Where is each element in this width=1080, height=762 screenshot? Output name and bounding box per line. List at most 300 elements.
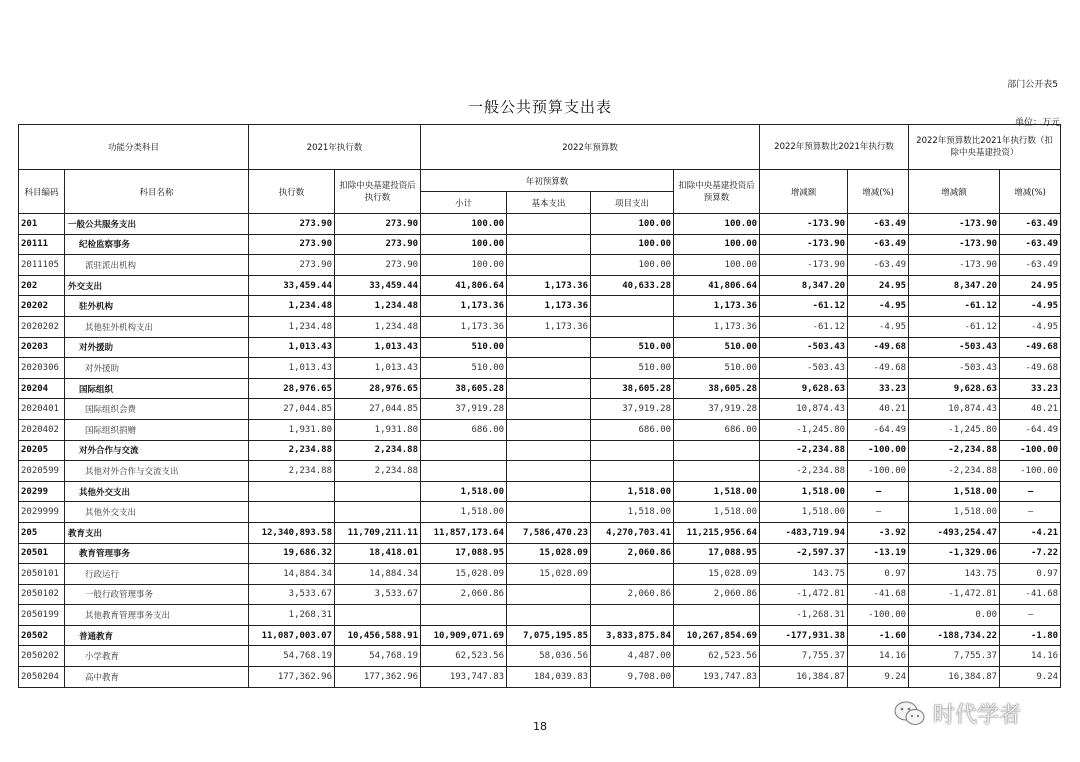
cell-change-pct-excl: -7.22 xyxy=(1000,543,1061,564)
cell-project: 100.00 xyxy=(591,255,674,276)
table-row xyxy=(19,461,1061,482)
cell-change-amt: -2,234.88 xyxy=(760,461,848,482)
table-row xyxy=(19,605,1061,626)
cell-change-pct: -49.68 xyxy=(848,358,909,379)
cell-budget-excl: 38,605.28 xyxy=(674,378,760,399)
cell-change-pct-excl: -64.49 xyxy=(1000,419,1061,440)
cell-project: 686.00 xyxy=(591,419,674,440)
table-row xyxy=(19,502,1061,523)
header-exec-excl: 扣除中央基建投资后执行数 xyxy=(335,170,421,214)
cell-name: 其他外交支出 xyxy=(65,481,249,502)
cell-change-amt: -177,931.38 xyxy=(760,625,848,646)
cell-change-amt-excl: -2,234.88 xyxy=(909,461,1000,482)
cell-budget-excl: 510.00 xyxy=(674,358,760,379)
cell-change-pct-excl: -63.49 xyxy=(1000,255,1061,276)
cell-basic: 1,173.36 xyxy=(507,316,591,337)
cell-subtotal: 11,857,173.64 xyxy=(421,522,507,543)
cell-exec-excl: 1,931.80 xyxy=(335,419,421,440)
cell-name: 对外援助 xyxy=(65,337,249,358)
cell-basic xyxy=(507,419,591,440)
cell-project: 3,833,875.84 xyxy=(591,625,674,646)
cell-change-pct: 33.23 xyxy=(848,378,909,399)
cell-exec: 12,340,893.58 xyxy=(249,522,335,543)
header-code: 科目编码 xyxy=(19,170,65,214)
header-cmp-excl-label: 2022年预算数比2021年执行数（扣除中央基建投资） xyxy=(916,136,1053,158)
cell-change-amt-excl: 9,628.63 xyxy=(909,378,1000,399)
cell-subtotal: 686.00 xyxy=(421,419,507,440)
cell-exec xyxy=(249,502,335,523)
cell-exec-excl xyxy=(335,481,421,502)
cell-budget-excl: 11,215,956.64 xyxy=(674,522,760,543)
cell-code: 205 xyxy=(19,522,65,543)
header-project: 项目支出 xyxy=(591,192,674,214)
cell-exec-excl: 11,709,211.11 xyxy=(335,522,421,543)
cell-exec-excl: 1,234.48 xyxy=(335,296,421,317)
cell-exec-excl: 14,884.34 xyxy=(335,564,421,585)
cell-name: 一般行政管理事务 xyxy=(65,584,249,605)
cell-project xyxy=(591,316,674,337)
header-cmp xyxy=(760,125,909,170)
cell-code: 20501 xyxy=(19,543,65,564)
table-row xyxy=(19,564,1061,585)
table-row xyxy=(19,296,1061,317)
cell-subtotal xyxy=(421,605,507,626)
cell-subtotal: 1,518.00 xyxy=(421,502,507,523)
cell-subtotal: 100.00 xyxy=(421,234,507,255)
cell-code: 2020306 xyxy=(19,358,65,379)
cell-change-amt-excl: -173.90 xyxy=(909,214,1000,235)
cell-project: 2,060.86 xyxy=(591,543,674,564)
cell-subtotal: 37,919.28 xyxy=(421,399,507,420)
table-row xyxy=(19,646,1061,667)
table-row xyxy=(19,399,1061,420)
cell-change-pct-excl: 24.95 xyxy=(1000,275,1061,296)
cell-code: 202 xyxy=(19,275,65,296)
cell-exec: 1,013.43 xyxy=(249,337,335,358)
cell-change-amt: -2,597.37 xyxy=(760,543,848,564)
cell-project: 37,919.28 xyxy=(591,399,674,420)
table-row xyxy=(19,625,1061,646)
header-change-amt: 增减额 xyxy=(760,170,848,214)
cell-budget-excl: 37,919.28 xyxy=(674,399,760,420)
cell-name: 国际组织捐赠 xyxy=(65,419,249,440)
cell-project: 100.00 xyxy=(591,234,674,255)
cell-change-amt: 7,755.37 xyxy=(760,646,848,667)
cell-code: 2029999 xyxy=(19,502,65,523)
cell-basic xyxy=(507,378,591,399)
cell-project: 1,518.00 xyxy=(591,502,674,523)
header-annual-budget: 年初预算数 xyxy=(421,170,674,192)
cell-change-amt: 16,384.87 xyxy=(760,667,848,688)
cell-change-pct: -3.92 xyxy=(848,522,909,543)
cell-name: 国际组织会费 xyxy=(65,399,249,420)
unit-label: 单位：万元 xyxy=(1014,118,1060,128)
cell-project xyxy=(591,605,674,626)
cell-change-pct-excl: -100.00 xyxy=(1000,440,1061,461)
cell-project xyxy=(591,564,674,585)
cell-exec: 273.90 xyxy=(249,234,335,255)
cell-project: 100.00 xyxy=(591,214,674,235)
cell-project: 2,060.86 xyxy=(591,584,674,605)
cell-basic: 1,173.36 xyxy=(507,296,591,317)
cell-code: 20204 xyxy=(19,378,65,399)
table-row xyxy=(19,543,1061,564)
cell-change-amt: -1,268.31 xyxy=(760,605,848,626)
header-exec: 执行数 xyxy=(249,170,335,214)
cell-basic: 7,586,470.23 xyxy=(507,522,591,543)
cell-budget-excl: 1,173.36 xyxy=(674,316,760,337)
table-row xyxy=(19,584,1061,605)
cell-budget-excl: 510.00 xyxy=(674,337,760,358)
cell-basic: 15,028.09 xyxy=(507,543,591,564)
cell-change-amt-excl: 143.75 xyxy=(909,564,1000,585)
cell-subtotal: 510.00 xyxy=(421,337,507,358)
cell-basic: 58,036.56 xyxy=(507,646,591,667)
cell-subtotal xyxy=(421,440,507,461)
cell-exec-excl: 27,044.85 xyxy=(335,399,421,420)
cell-code: 2020401 xyxy=(19,399,65,420)
cell-budget-excl: 15,028.09 xyxy=(674,564,760,585)
cell-change-amt: -61.12 xyxy=(760,296,848,317)
cell-name: 对外援助 xyxy=(65,358,249,379)
cell-name: 其他教育管理事务支出 xyxy=(65,605,249,626)
cell-code: 201 xyxy=(19,214,65,235)
header-cmp-label: 2022年预算数比2021年执行数 xyxy=(774,142,894,152)
cell-basic xyxy=(507,502,591,523)
cell-budget-excl: 1,518.00 xyxy=(674,481,760,502)
cell-change-amt: -1,472.81 xyxy=(760,584,848,605)
cell-subtotal: 1,173.36 xyxy=(421,316,507,337)
cell-change-pct: – xyxy=(848,502,909,523)
cell-change-amt-excl: -493,254.47 xyxy=(909,522,1000,543)
cell-exec: 2,234.88 xyxy=(249,461,335,482)
header-func-class: 功能分类科目 xyxy=(19,125,249,170)
cell-code: 20205 xyxy=(19,440,65,461)
cell-name: 其他外交支出 xyxy=(65,502,249,523)
cell-subtotal xyxy=(421,461,507,482)
cell-budget-excl: 100.00 xyxy=(674,214,760,235)
cell-name: 其他对外合作与交流支出 xyxy=(65,461,249,482)
table-row xyxy=(19,316,1061,337)
cell-exec-excl: 1,013.43 xyxy=(335,337,421,358)
cell-basic xyxy=(507,337,591,358)
cell-basic xyxy=(507,255,591,276)
cell-basic xyxy=(507,461,591,482)
header-basic: 基本支出 xyxy=(507,192,591,214)
cell-change-amt: 1,518.00 xyxy=(760,481,848,502)
cell-change-pct-excl: -63.49 xyxy=(1000,234,1061,255)
cell-basic xyxy=(507,399,591,420)
cell-change-pct-excl: 40.21 xyxy=(1000,399,1061,420)
cell-exec: 54,768.19 xyxy=(249,646,335,667)
cell-change-pct-excl: 14.16 xyxy=(1000,646,1061,667)
cell-subtotal: 17,088.95 xyxy=(421,543,507,564)
cell-subtotal: 2,060.86 xyxy=(421,584,507,605)
cell-exec: 1,234.48 xyxy=(249,296,335,317)
cell-name: 教育支出 xyxy=(65,522,249,543)
cell-budget-excl: 193,747.83 xyxy=(674,667,760,688)
cell-change-pct-excl: 9.24 xyxy=(1000,667,1061,688)
cell-change-pct: -63.49 xyxy=(848,255,909,276)
cell-exec: 2,234.88 xyxy=(249,440,335,461)
cell-exec-excl: 10,456,588.91 xyxy=(335,625,421,646)
cell-change-pct-excl: 33.23 xyxy=(1000,378,1061,399)
header-subtotal: 小计 xyxy=(421,192,507,214)
cell-change-amt-excl: -1,329.06 xyxy=(909,543,1000,564)
table-row xyxy=(19,481,1061,502)
cell-exec: 27,044.85 xyxy=(249,399,335,420)
table-row xyxy=(19,667,1061,688)
cell-change-pct: 0.97 xyxy=(848,564,909,585)
cell-change-amt: -2,234.88 xyxy=(760,440,848,461)
cell-name: 国际组织 xyxy=(65,378,249,399)
cell-change-pct: 14.16 xyxy=(848,646,909,667)
cell-subtotal: 15,028.09 xyxy=(421,564,507,585)
cell-code: 2020599 xyxy=(19,461,65,482)
cell-basic: 1,173.36 xyxy=(507,275,591,296)
cell-change-amt: 10,874.43 xyxy=(760,399,848,420)
cell-exec-excl: 273.90 xyxy=(335,255,421,276)
wechat-icon xyxy=(893,699,927,729)
cell-subtotal: 100.00 xyxy=(421,214,507,235)
cell-subtotal: 38,605.28 xyxy=(421,378,507,399)
cell-change-pct: -100.00 xyxy=(848,461,909,482)
cell-name: 对外合作与交流 xyxy=(65,440,249,461)
cell-change-amt: 9,628.63 xyxy=(760,378,848,399)
cell-exec: 1,013.43 xyxy=(249,358,335,379)
cell-change-amt-excl: -173.90 xyxy=(909,234,1000,255)
cell-change-amt-excl: 16,384.87 xyxy=(909,667,1000,688)
cell-name: 纪检监察事务 xyxy=(65,234,249,255)
cell-exec: 1,234.48 xyxy=(249,316,335,337)
cell-exec-excl: 1,234.48 xyxy=(335,316,421,337)
cell-change-pct: -100.00 xyxy=(848,605,909,626)
cell-project: 510.00 xyxy=(591,358,674,379)
cell-change-pct: -49.68 xyxy=(848,337,909,358)
cell-change-amt-excl: -2,234.88 xyxy=(909,440,1000,461)
header-name: 科目名称 xyxy=(65,170,249,214)
cell-change-amt: -483,719.94 xyxy=(760,522,848,543)
cell-exec: 19,686.32 xyxy=(249,543,335,564)
cell-project: 4,270,703.41 xyxy=(591,522,674,543)
cell-change-amt: 1,518.00 xyxy=(760,502,848,523)
cell-exec-excl: 2,234.88 xyxy=(335,440,421,461)
cell-exec-excl: 273.90 xyxy=(335,234,421,255)
cell-exec-excl: 177,362.96 xyxy=(335,667,421,688)
cell-budget-excl xyxy=(674,440,760,461)
cell-basic: 184,039.83 xyxy=(507,667,591,688)
cell-code: 2050101 xyxy=(19,564,65,585)
cell-budget-excl: 686.00 xyxy=(674,419,760,440)
cell-exec: 1,931.80 xyxy=(249,419,335,440)
cell-budget-excl xyxy=(674,605,760,626)
cell-project: 40,633.28 xyxy=(591,275,674,296)
header-exec-2021: 2021年执行数 xyxy=(249,125,421,170)
watermark xyxy=(893,698,1021,729)
cell-exec: 3,533.67 xyxy=(249,584,335,605)
cell-change-amt: 8,347.20 xyxy=(760,275,848,296)
watermark-text: 时代学者 xyxy=(933,703,1022,728)
cell-change-amt-excl: 1,518.00 xyxy=(909,502,1000,523)
cell-change-amt: -173.90 xyxy=(760,214,848,235)
cell-subtotal: 10,909,071.69 xyxy=(421,625,507,646)
header-change-pct: 增减(%) xyxy=(848,170,909,214)
cell-change-pct-excl: – xyxy=(1000,502,1061,523)
table-row xyxy=(19,255,1061,276)
cell-code: 2050102 xyxy=(19,584,65,605)
cell-change-amt-excl: 1,518.00 xyxy=(909,481,1000,502)
cell-exec: 33,459.44 xyxy=(249,275,335,296)
table-row xyxy=(19,275,1061,296)
cell-change-amt: -173.90 xyxy=(760,234,848,255)
cell-name: 驻外机构 xyxy=(65,296,249,317)
cell-change-amt-excl: -1,472.81 xyxy=(909,584,1000,605)
table-row xyxy=(19,234,1061,255)
cell-subtotal: 1,173.36 xyxy=(421,296,507,317)
cell-code: 20502 xyxy=(19,625,65,646)
cell-exec-excl xyxy=(335,502,421,523)
cell-change-pct-excl: -41.68 xyxy=(1000,584,1061,605)
cell-project xyxy=(591,440,674,461)
header-budget-excl: 扣除中央基建投资后预算数 xyxy=(674,170,760,214)
cell-code: 2050204 xyxy=(19,667,65,688)
cell-project xyxy=(591,461,674,482)
cell-name: 其他驻外机构支出 xyxy=(65,316,249,337)
cell-change-pct-excl: – xyxy=(1000,605,1061,626)
cell-change-amt-excl: -188,734.22 xyxy=(909,625,1000,646)
cell-subtotal: 41,806.64 xyxy=(421,275,507,296)
cell-budget-excl xyxy=(674,461,760,482)
cell-exec xyxy=(249,481,335,502)
cell-code: 2011105 xyxy=(19,255,65,276)
cell-exec: 177,362.96 xyxy=(249,667,335,688)
header-change-pct-excl: 增减(%) xyxy=(1000,170,1061,214)
cell-change-pct: -100.00 xyxy=(848,440,909,461)
cell-basic: 7,075,195.85 xyxy=(507,625,591,646)
cell-change-pct-excl: -4.95 xyxy=(1000,296,1061,317)
cell-change-pct-excl: 0.97 xyxy=(1000,564,1061,585)
cell-basic xyxy=(507,214,591,235)
cell-change-pct-excl: -63.49 xyxy=(1000,214,1061,235)
cell-name: 普通教育 xyxy=(65,625,249,646)
table-row xyxy=(19,522,1061,543)
cell-budget-excl: 1,518.00 xyxy=(674,502,760,523)
header-change-amt-excl: 增减额 xyxy=(909,170,1000,214)
cell-change-amt-excl: -61.12 xyxy=(909,296,1000,317)
cell-change-amt-excl: -1,245.80 xyxy=(909,419,1000,440)
cell-exec: 273.90 xyxy=(249,214,335,235)
cell-basic xyxy=(507,440,591,461)
cell-change-amt-excl: 10,874.43 xyxy=(909,399,1000,420)
cell-name: 派驻派出机构 xyxy=(65,255,249,276)
cell-project: 38,605.28 xyxy=(591,378,674,399)
cell-change-pct: – xyxy=(848,481,909,502)
cell-name: 高中教育 xyxy=(65,667,249,688)
cell-change-amt-excl: 0.00 xyxy=(909,605,1000,626)
cell-budget-excl: 10,267,854.69 xyxy=(674,625,760,646)
cell-exec-excl: 54,768.19 xyxy=(335,646,421,667)
cell-exec-excl: 273.90 xyxy=(335,214,421,235)
cell-code: 2050199 xyxy=(19,605,65,626)
cell-budget-excl: 1,173.36 xyxy=(674,296,760,317)
cell-code: 2050202 xyxy=(19,646,65,667)
cell-change-pct: -41.68 xyxy=(848,584,909,605)
cell-exec-excl xyxy=(335,605,421,626)
table-row xyxy=(19,214,1061,235)
cell-change-amt-excl: -61.12 xyxy=(909,316,1000,337)
cell-change-amt: -503.43 xyxy=(760,337,848,358)
cell-change-pct-excl: -100.00 xyxy=(1000,461,1061,482)
cell-exec-excl: 2,234.88 xyxy=(335,461,421,482)
cell-change-amt: -503.43 xyxy=(760,358,848,379)
cell-change-pct: -64.49 xyxy=(848,419,909,440)
cell-project: 9,708.00 xyxy=(591,667,674,688)
cell-change-pct: -1.60 xyxy=(848,625,909,646)
cell-exec: 14,884.34 xyxy=(249,564,335,585)
cell-budget-excl: 100.00 xyxy=(674,234,760,255)
cell-change-amt-excl: 8,347.20 xyxy=(909,275,1000,296)
page-title: 一般公共预算支出表 xyxy=(467,98,612,116)
cell-project: 1,518.00 xyxy=(591,481,674,502)
cell-change-pct: -13.19 xyxy=(848,543,909,564)
cell-project: 510.00 xyxy=(591,337,674,358)
cell-change-pct: -63.49 xyxy=(848,214,909,235)
cell-exec-excl: 18,418.01 xyxy=(335,543,421,564)
cell-budget-excl: 17,088.95 xyxy=(674,543,760,564)
cell-subtotal: 510.00 xyxy=(421,358,507,379)
cell-change-pct: -4.95 xyxy=(848,316,909,337)
cell-exec-excl: 33,459.44 xyxy=(335,275,421,296)
cell-change-amt: -61.12 xyxy=(760,316,848,337)
cell-change-pct-excl: -4.21 xyxy=(1000,522,1061,543)
cell-change-pct-excl: -1.80 xyxy=(1000,625,1061,646)
header-budget-2022: 2022年预算数 xyxy=(421,125,760,170)
header-cmp-excl xyxy=(909,125,1061,170)
table-body xyxy=(19,214,1061,688)
cell-change-pct: 40.21 xyxy=(848,399,909,420)
cell-code: 20111 xyxy=(19,234,65,255)
cell-change-pct-excl: -4.95 xyxy=(1000,316,1061,337)
cell-change-pct-excl: -49.68 xyxy=(1000,358,1061,379)
cell-exec: 11,087,003.07 xyxy=(249,625,335,646)
cell-subtotal: 62,523.56 xyxy=(421,646,507,667)
table-row xyxy=(19,440,1061,461)
cell-budget-excl: 2,060.86 xyxy=(674,584,760,605)
cell-basic xyxy=(507,234,591,255)
cell-change-amt-excl: -503.43 xyxy=(909,337,1000,358)
cell-change-amt-excl: -173.90 xyxy=(909,255,1000,276)
budget-table xyxy=(18,124,1061,688)
cell-basic xyxy=(507,481,591,502)
cell-change-amt-excl: 7,755.37 xyxy=(909,646,1000,667)
cell-change-amt: -173.90 xyxy=(760,255,848,276)
cell-project: 4,487.00 xyxy=(591,646,674,667)
cell-code: 2020402 xyxy=(19,419,65,440)
cell-exec-excl: 3,533.67 xyxy=(335,584,421,605)
cell-budget-excl: 100.00 xyxy=(674,255,760,276)
cell-code: 20203 xyxy=(19,337,65,358)
table-row xyxy=(19,337,1061,358)
cell-basic: 15,028.09 xyxy=(507,564,591,585)
cell-exec: 28,976.65 xyxy=(249,378,335,399)
cell-exec: 273.90 xyxy=(249,255,335,276)
cell-name: 教育管理事务 xyxy=(65,543,249,564)
cell-change-amt-excl: -503.43 xyxy=(909,358,1000,379)
table-row xyxy=(19,378,1061,399)
cell-change-amt: -1,245.80 xyxy=(760,419,848,440)
page-number: 18 xyxy=(533,720,547,733)
cell-subtotal: 100.00 xyxy=(421,255,507,276)
